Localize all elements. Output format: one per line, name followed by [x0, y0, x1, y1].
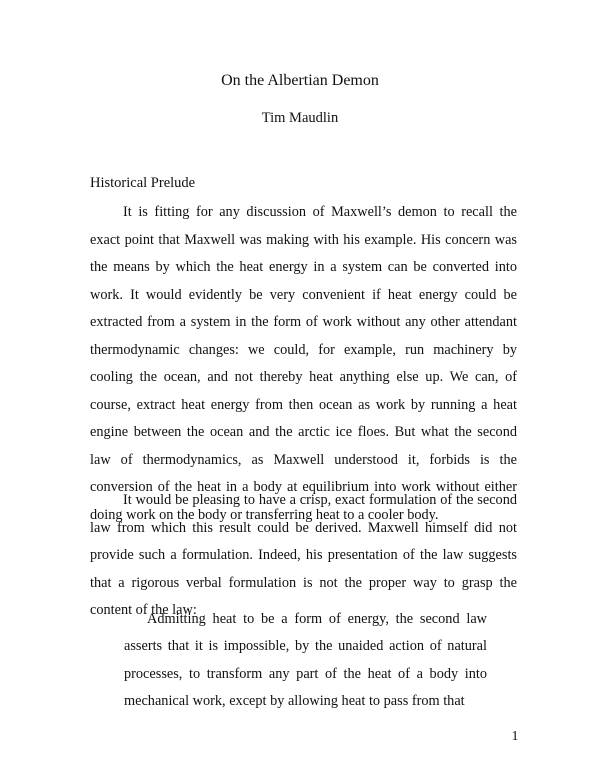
section-heading: Historical Prelude — [90, 175, 196, 191]
page-number: 1 — [511, 729, 519, 744]
document-author: Tim Maudlin — [261, 110, 339, 126]
block-quote-text: Admitting heat to be a form of energy, the second law asserts that it is impossible, by the unaided action of natural processes, to transform any part of the heat of a body into mechanical work, except by allowing heat to pass from that — [124, 611, 487, 709]
paragraph-1 — [90, 199, 517, 529]
document-title: On the Albertian Demon — [221, 72, 379, 89]
paragraph-1-text: It is fitting for any discussion of Maxwell’s demon to recall the exact point that Maxwell was making with his example. His concern was the means by which the heat energy in a system can be converted into work. It would evidently be very convenient if heat energy could be extracted from a system in the form of work without any other attendant thermodynamic changes: we could, for example, run machinery by cooling the ocean, and not thereby heat anything else up. We can, of course, extract heat energy from then ocean as work by running a heat engine between the ocean and the arctic ice floes. But what the second law of thermodynamics, as Maxwell understood it, forbids is the conversion of the heat in a body at equilibrium into work without either doing work on the body or transferring heat to a cooler body. — [90, 204, 517, 523]
block-quote — [124, 606, 487, 715]
paragraph-2-text: It would be pleasing to have a crisp, exact formulation of the second law from which this result could be derived. Maxwell himself did not provide such a formulation. Indeed, his presentation of the law suggests that a rigorous verbal formulation is not the proper way to grasp the content of the law: — [90, 492, 517, 618]
paragraph-2 — [90, 487, 517, 625]
